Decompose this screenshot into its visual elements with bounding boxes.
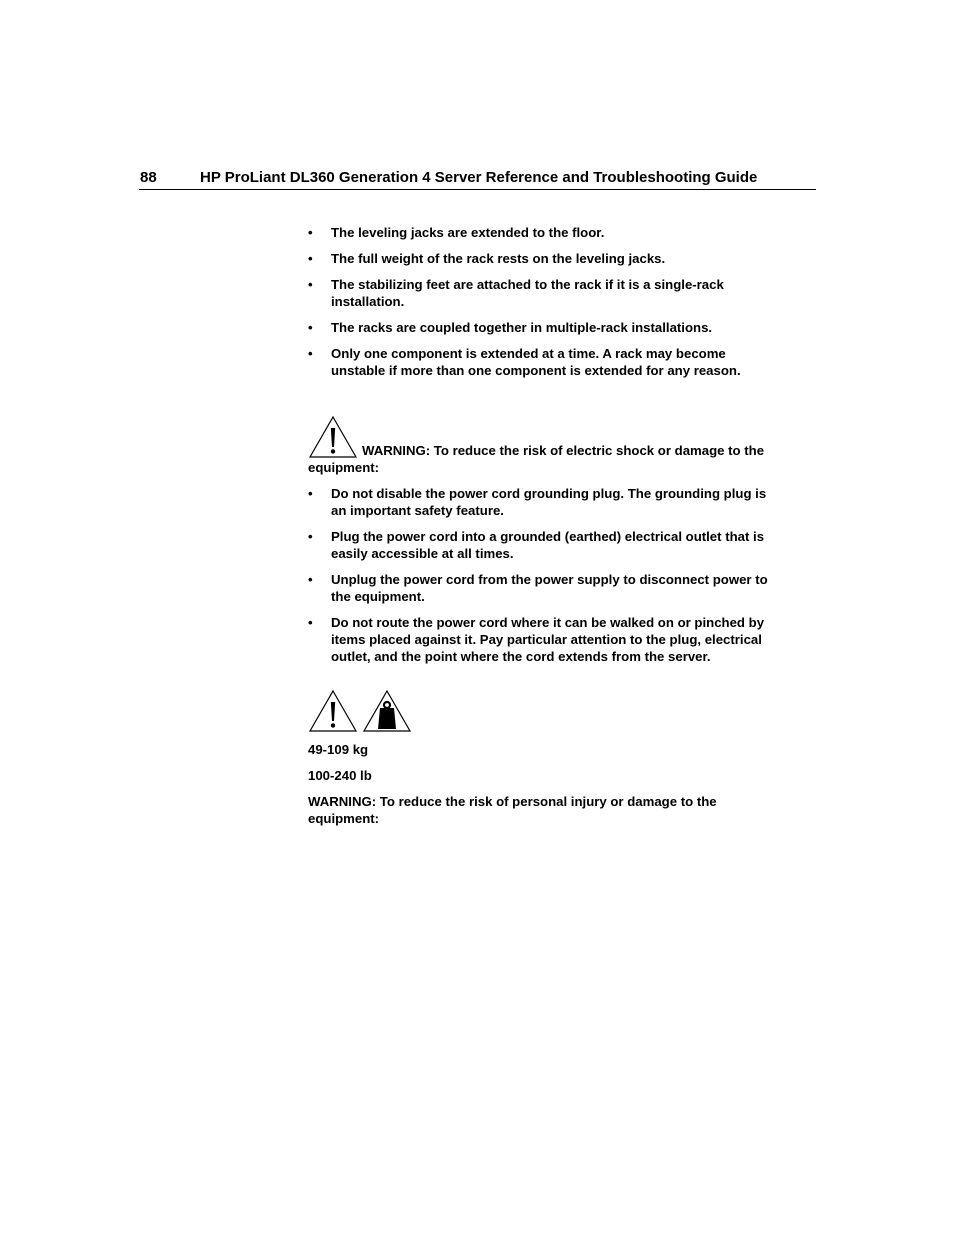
heavy-weight-icon [362,689,412,733]
document-title: HP ProLiant DL360 Generation 4 Server Reference and Troubleshooting Guide [200,169,758,186]
list-item: • The stabilizing feet are attached to the rack if it is a single-rack installation. [308,277,724,309]
list-item: • Plug the power cord into a grounded (earthed) electrical outlet that is easily accessible at all times. [308,529,765,561]
warning-triangle-icon [308,415,358,459]
weight-lb: 100-240 lb [308,768,372,783]
personal-injury-warning: WARNING: To reduce the risk of personal injury or damage to the equipment: [308,794,717,826]
bullet-icon: • [308,615,313,630]
list-item: • Do not route the power cord where it can be walked on or pinched by items placed against it. Pay particular attention to the plug, electrical outlet, and the point where the cord extends from the server. [308,615,765,664]
list-item: • Do not disable the power cord grounding plug. The grounding plug is an important safety feature. [308,486,767,518]
weight-warning-icons [308,689,768,735]
weight-kg: 49-109 kg [308,742,369,757]
bullet-icon: • [308,529,313,544]
electric-shock-warning [308,415,768,665]
list-item: • The leveling jacks are extended to the floor. [308,225,605,240]
bullet-icon: • [308,225,313,240]
rack-stability-list [308,224,768,379]
page-number: 88 [140,169,157,186]
bullet-icon: • [308,572,313,587]
bullet-icon: • [308,486,313,501]
page-header [139,168,816,190]
bullet-icon: • [308,346,313,361]
list-item: • The racks are coupled together in multiple-rack installations. [308,320,713,335]
page-content [308,224,768,827]
list-item: • Unplug the power cord from the power supply to disconnect power to the equipment. [308,572,768,604]
warning-heading: WARNING: To reduce the risk of electric shock or damage to the equipment: [308,415,768,476]
warning-triangle-icon [308,689,358,733]
list-item: • The full weight of the rack rests on the leveling jacks. [308,251,666,266]
bullet-icon: • [308,320,313,335]
list-item: • Only one component is extended at a time. A rack may become unstable if more than one component is extended for any reason. [308,346,741,378]
bullet-icon: • [308,251,313,266]
electric-warning-list [308,485,768,665]
bullet-icon: • [308,277,313,292]
